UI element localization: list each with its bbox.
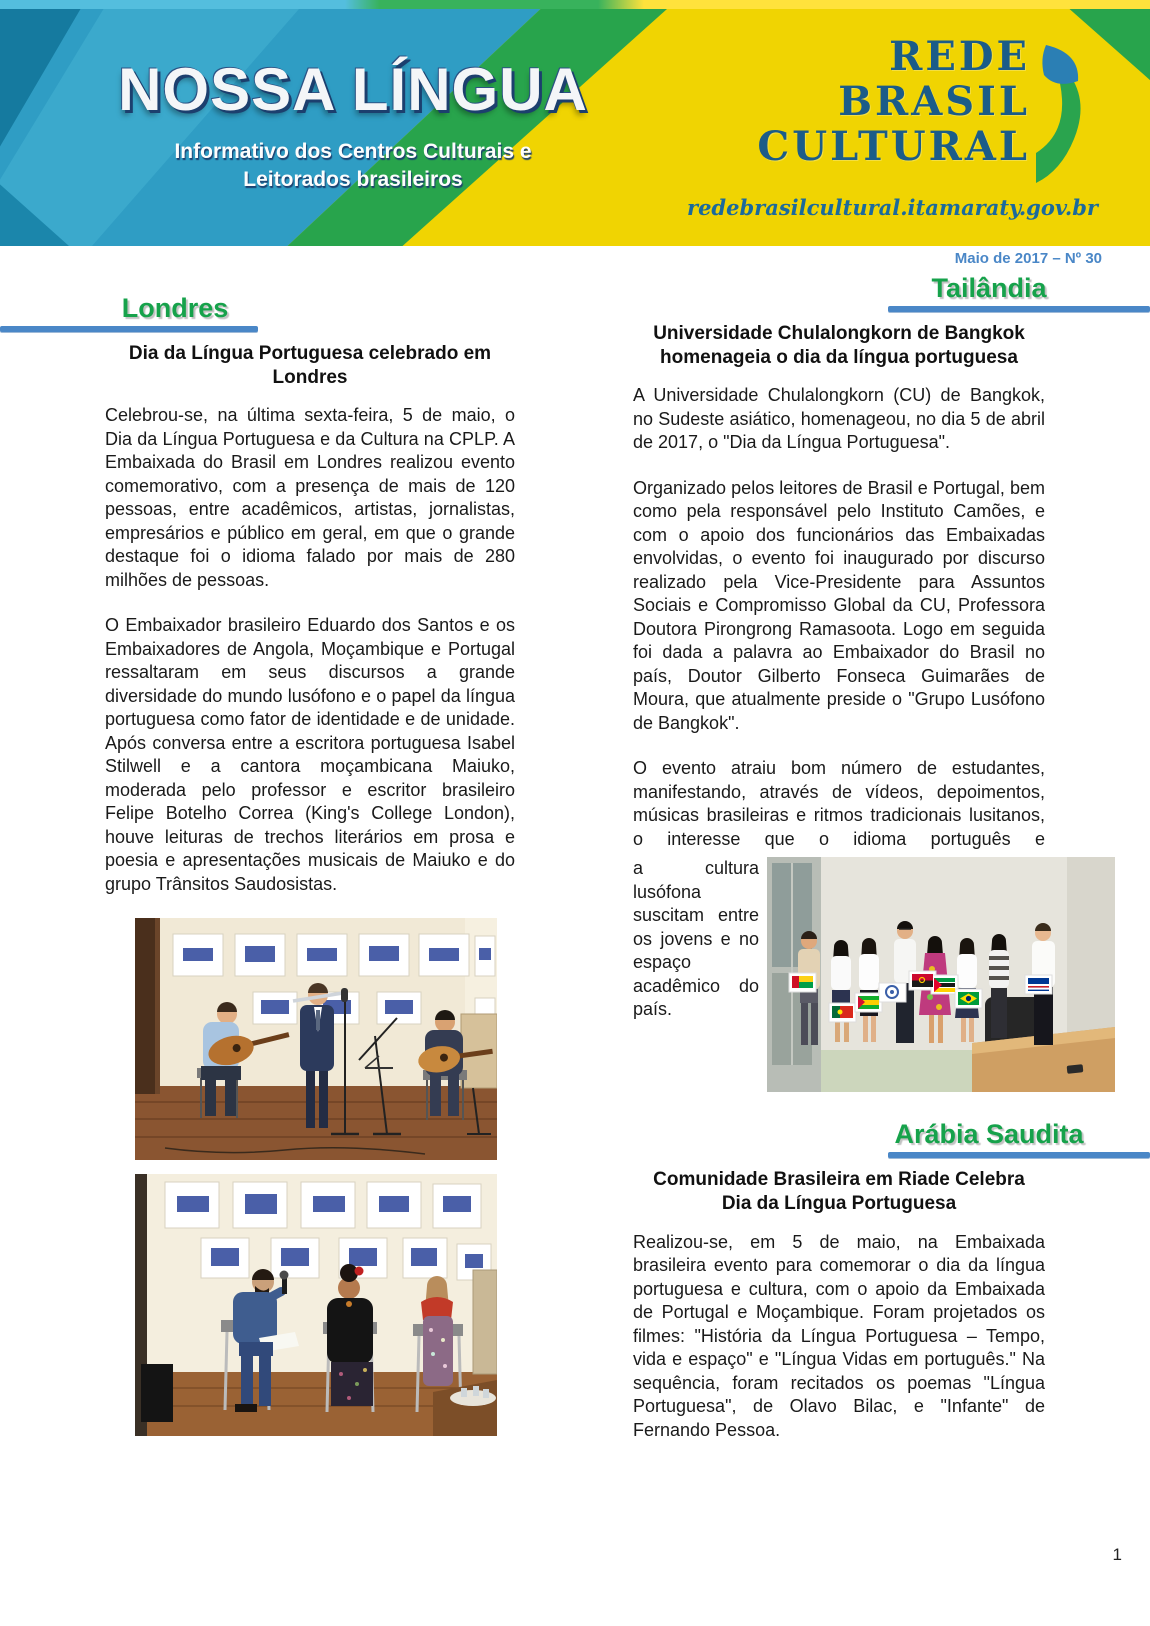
logo-line-rede: REDE bbox=[889, 33, 1030, 80]
newsletter-masthead bbox=[88, 55, 618, 195]
photo-bangkok-students-flags bbox=[767, 857, 1115, 1092]
section-title-arabia: Arábia Saudita bbox=[894, 1119, 1084, 1150]
article-title-londres: Dia da Língua Portuguesa celebrado em Londres bbox=[128, 342, 492, 389]
banner bbox=[0, 9, 1150, 246]
logo-line-brasil: BRASIL bbox=[838, 77, 1030, 125]
section-title-londres: Londres bbox=[121, 293, 229, 323]
newsletter-title: NOSSA LÍNGUA bbox=[118, 56, 588, 123]
photo-londres-musicians bbox=[135, 918, 497, 1160]
column-left bbox=[105, 272, 515, 1464]
heading-rule-tailandia bbox=[888, 306, 1150, 312]
newsletter-subtitle-line2: Leitorados brasileiros bbox=[243, 168, 463, 192]
text-photo-wrap bbox=[633, 857, 1045, 1092]
column-right bbox=[633, 272, 1084, 1464]
rede-brasil-cultural-logo bbox=[757, 35, 1098, 187]
logo-url: redebrasilcultural.itamaraty.gov.br bbox=[687, 195, 1098, 220]
paragraph: O Embaixador brasileiro Eduardo dos Santos e os Embaixadores de Angola, Moçambique e Portugal ressaltaram em seus discursos a grande diversidade do mundo lusófono e o papel da língua portuguesa como fator de identidade e de unidade. Após conversa entre a escritora portuguesa Isabel Stilwell e a cantora moçambicana Maiuko, moderada pelo professor e escritor brasileiro Felipe Botelho Correa (King's College London), houve leituras de trechos literários em prosa e poesia e apresentações musicais de Maiuko e do grupo Trânsitos Saudosistas. bbox=[105, 615, 515, 894]
brand-swoosh-icon bbox=[1036, 37, 1098, 187]
newsletter-subtitle bbox=[88, 138, 618, 195]
article-title-tailandia: Universidade Chulalongkorn de Bangkok homenageia o dia da língua portuguesa bbox=[653, 322, 1025, 369]
section-heading-londres bbox=[0, 292, 258, 332]
article-title-arabia: Comunidade Brasileira em Riade Celebra Dia da Língua Portuguesa bbox=[653, 1169, 1025, 1215]
section-heading-arabia bbox=[888, 1118, 1150, 1158]
photo-londres-panel bbox=[135, 1174, 497, 1436]
paragraph: A Universidade Chulalongkorn (CU) de Bangkok, no Sudeste asiático, homenageou, no dia 5 de abril de 2017, o "Dia da Língua Portuguesa". bbox=[633, 385, 1045, 453]
paragraph: Realizou-se, em 5 de maio, na Embaixada brasileira evento para comemorar o dia da língua portuguesa e cultura, com o apoio da Embaixada de Portugal e Moçambique. Foram projetados os filmes: "História da Língua Portuguesa – Tempo, vida e espaço" e "Língua Vidas em português." Na sequência, foram recitados os poemas "Língua Portuguesa", de Olavo Bilac, e "Infante" de Fernando Pessoa. bbox=[633, 1231, 1045, 1440]
banner-top-strip bbox=[0, 0, 1150, 9]
content-columns bbox=[0, 272, 1150, 1464]
section-title-tailandia: Tailândia bbox=[931, 273, 1047, 303]
heading-rule-arabia bbox=[888, 1152, 1150, 1158]
paragraph: Celebrou-se, na última sexta-feira, 5 de maio, o Dia da Língua Portuguesa e da Cultura na CPLP. A Embaixada do Brasil em Londres realizou evento comemorativo, com a presença de mais de 120 pessoas, entre acadêmicos, artistas, jornalistas, empresários e público em geral, em que o grande destaque foi o idioma falado por mais de 280 milhões de pessoas. bbox=[105, 405, 515, 590]
section-heading-tailandia bbox=[888, 272, 1150, 312]
heading-rule-londres bbox=[0, 326, 258, 332]
paragraph: O evento atraiu bom número de estudantes, manifestando, através de vídeos, depoimentos, músicas brasileiras e ritmos tradicionais lusitanos, o interesse que o idioma português e bbox=[633, 758, 1045, 849]
logo-wordmark bbox=[757, 35, 1030, 169]
logo-line-cultural: CULTURAL bbox=[757, 122, 1030, 170]
newsletter-subtitle-line1: Informativo dos Centros Culturais e bbox=[174, 140, 532, 163]
page-number: 1 bbox=[1112, 1545, 1122, 1564]
paragraph-continuation: a cultura lusófona suscitam entre os jovens e no espaço acadêmico do país. bbox=[633, 858, 759, 1020]
paragraph: Organizado pelos leitores de Brasil e Portugal, bem como pela responsável pelo Instituto Camões, e com o apoio dos funcionários das Embaixadas envolvidas, o evento foi inaugurado por discurso realizado pela Vice-Presidente para Assuntos Sociais e Compromisso Global da CU, Professora Doutora Pirongrong Ramasoota. Logo em seguida foi dada a palavra ao Embaixador do Brasil no país, Doutor Gilberto Fonseca Guimarães de Moura, que atualmente preside o "Grupo Lusófono de Bangkok". bbox=[633, 477, 1045, 733]
issue-date: Maio de 2017 – Nº 30 bbox=[954, 250, 1102, 267]
